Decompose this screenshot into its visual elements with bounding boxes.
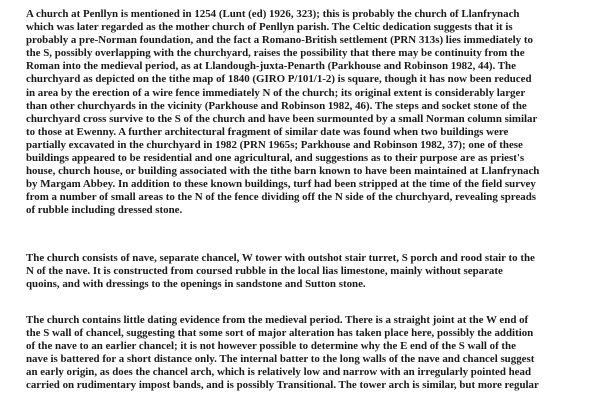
- text-line: nave is battered for a short distance only. The internal batter to the long walls of the nave and chancel suggest: [26, 353, 535, 366]
- text-line: of the nave to an earlier chancel; it is not however possible to determine why the E end of the S wall of the: [26, 340, 516, 353]
- text-line: carried on rudimentary impost bands, and is possibly Transitional. The tower arch is similar, but more regular: [26, 379, 539, 392]
- text-line: buildings appeared to be residential and one agricultural, and suggestions as to their purpose are as priest's: [26, 152, 525, 165]
- text-line: from a number of small areas to the N of the fence dividing off the N side of the churchyard, revealing spreads: [26, 191, 537, 204]
- text-line: the S, possibly overlapping with the churchyard, raises the possibility that there may be continuity from the: [26, 47, 525, 60]
- paragraph-church-fabric: [26, 252, 582, 291]
- text-line: the S wall of chancel, suggesting that some sort of major alteration has taken place here, possibly the addition: [26, 327, 534, 340]
- text-line: an early origin, as does the chancel arch, which is relatively low and narrow with an irregularly pointed head: [26, 366, 532, 379]
- text-line: The church contains little dating evidence from the medieval period. There is a straight joint at the W end of: [26, 314, 529, 326]
- text-line: probably a pre-Norman foundation, and the fact a Romano-British settlement (PRN 313s) lies immediately to: [26, 34, 533, 47]
- text-line: than other churchyards in the vicinity (Parkhouse and Robinson 1982, 46). The steps and socket stone of the: [26, 99, 527, 112]
- text-line: The church consists of nave, separate chancel, W tower with outshot stair turret, S porch and rood stair to the: [26, 252, 535, 264]
- text-line: by Margam Abbey. In addition to these known buildings, turf had been stripped at the time of the field survey: [26, 178, 536, 191]
- text-line: quoins, and with dressings to the openings in sandstone and Sutton stone.: [26, 278, 366, 291]
- text-line: A church at Penllyn is mentioned in 1254 (Lunt (ed) 1926, 323); this is probably the church of Llanfrynach: [26, 8, 520, 20]
- text-line: partially excavated in the churchyard in 1982 (PRN 1965s; Parkhouse and Robinson 1982, 37); one of these: [26, 138, 523, 151]
- text-line: churchyard as depicted on the tithe map of 1840 (GIRO P/101/1-2) is square, though it has now been reduced: [26, 73, 532, 86]
- text-line: churchyard cross survive to the S of the church and have been surmounted by a small Norman column similar: [26, 112, 538, 125]
- text-line: which was later regarded as the mother church of Penllyn parish. The Celtic dedication suggests that it is: [26, 21, 513, 34]
- text-line: N of the nave. It is constructed from coursed rubble in the local lias limestone, mainly without separate: [26, 265, 503, 278]
- text-line: of rubble including dressed stone.: [26, 204, 183, 217]
- paragraph-dating-evidence: [26, 314, 582, 393]
- text-line: to those at Ewenny. A further architectural fragment of similar date was found when two buildings were: [26, 125, 509, 138]
- text-line: Roman into the medieval period, as at Llandough-juxta-Penarth (Parkhouse and Robinson 1982, 44). The: [26, 60, 516, 73]
- paragraph-church-history: [26, 8, 582, 218]
- text-line: house, church house, or building associated with the tithe barn known to have been maintained at Llanfrynach: [26, 165, 540, 178]
- text-line: in area by the erection of a wire fence immediately N of the church; its original extent is considerably larger: [26, 86, 526, 99]
